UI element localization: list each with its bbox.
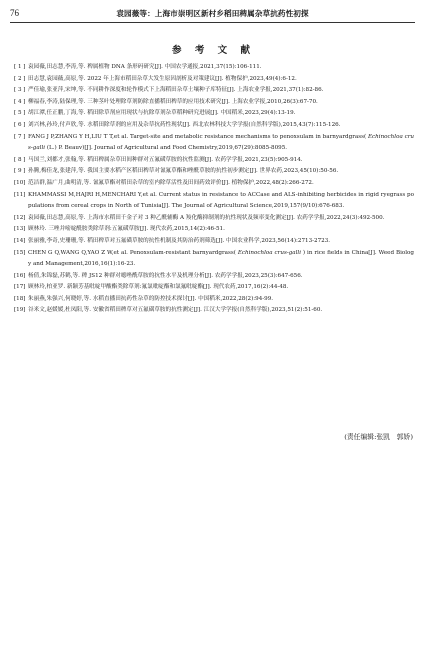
reference-item — [14, 85, 414, 97]
page-number: 76 — [10, 8, 19, 18]
reference-number: [15] — [14, 249, 26, 256]
reference-item — [14, 282, 414, 294]
reference-text: 袁园薇,田志慧,李涛,等. 稗属植物 DNA 条形码研究[J]. 中国农学通报,2021,37(15):106-111. — [28, 64, 262, 70]
reference-item — [14, 97, 414, 109]
reference-number: [ 2 ] — [14, 75, 26, 82]
reference-item — [14, 120, 414, 132]
header-rule — [10, 22, 415, 23]
reference-number: [ 3 ] — [14, 87, 26, 94]
reference-number: [13] — [14, 226, 26, 233]
reference-number: [ 8 ] — [14, 156, 26, 163]
reference-number: [ 7 ] — [14, 133, 26, 140]
reference-text: 胡江潭,任正鹏,丁海,等. 稻田除草剂应用现状与抗除草剂杂草稻种研究进展[J]. 中国稻米,2023,29(4):13-19. — [28, 110, 296, 117]
reference-item — [14, 166, 414, 178]
reference-number: [12] — [14, 214, 26, 221]
reference-text: 袁园薇,田志慧,高原,等. 上海市水稻田千金子对 3 种乙酰辅酶 A 羧化酶抑制剂的抗性现状及频率变化测定[J]. 农药学学报,2022,24(3):492-500. — [28, 214, 385, 221]
reference-text: 孙腾,梅佳龙,张建萍,等. 我国主要水稻产区稻田稗草对氰氟草酯和唑酰草胺的抗性初步测定[J]. 世界农药,2023,45(10):50-56. — [28, 168, 339, 175]
references-heading: 参 考 文 献 — [172, 45, 255, 56]
reference-number: [16] — [14, 272, 26, 279]
reference-item — [14, 236, 414, 248]
reference-item — [14, 62, 414, 74]
reference-number: [ 9 ] — [14, 168, 26, 175]
reference-text: FANG J P,ZHANG Y H,LIU T T,et al. Target-site and metabolic resistance mechanisms to penoxsulam in barnyardgrass( Echinochloa crus-galli (L.) P. Beauv)[J]. Journal of Agricultural and Food Chemistry,2019,67(29):8085-8095. — [28, 133, 415, 152]
reference-text: 朱丽燕,朱强兴,何晓婷,等. 水稻直播田抗药性杂草的防控技术探讨[J]. 中国稻米,2022,28(2):94-99. — [28, 295, 274, 302]
reference-number: [18] — [14, 295, 26, 302]
reference-text: 杨倩,朱锦磊,苏鹤,等. 稗 JS12 种群对噁唑酰草胺的抗性水平及机理分析[J]. 农药学学报,2023,25(3):647-656. — [28, 272, 303, 279]
reference-text: CHEN G Q,WANG Q,YAO Z W,et al. Penoxsulam-resistant barnyardgrass( Echinochloa crus-galli ) in rice fields in China[J]. Weed Biology and Management,2016,16(1):16-23. — [28, 249, 414, 268]
reference-item — [14, 155, 414, 167]
reference-text: 刘兴林,孙玲,付声欣,等. 水稻田除草剂的应用及杂草抗药性现状[J]. 西北农林科技大学学报(自然科学版),2015,43(7):115-126. — [28, 121, 341, 128]
reference-item — [14, 74, 414, 86]
reference-text: 严佳瑜,张亚萍,宋坤,等. 不同耕作深度和轮作模式下上海稻田杂草土壤种子库特征[J]. 上海农业学报,2021,37(1):82-86. — [28, 87, 324, 94]
reference-number: [10] — [14, 179, 26, 186]
reference-text: 马国兰,刘都才,张翰,等. 稻田稗属杂草田间种群对五氟磺草胺的抗性监测[J]. 农药学学报,2021,23(5):905-914. — [28, 156, 303, 163]
reference-text: 顾林玲,柏亚罗. 新颖芳基吡啶甲酸酯类除草剂:氟氯吡啶酯和氯氟吡啶酯[J]. 现代农药,2017,16(2):44-48. — [28, 284, 289, 291]
reference-item — [14, 271, 414, 283]
reference-number: [17] — [14, 284, 26, 291]
reference-item — [14, 132, 414, 155]
reference-number: [ 6 ] — [14, 121, 26, 128]
reference-item — [14, 294, 414, 306]
reference-text: 谷米文,赵媛媛,杜凤阳,等. 安徽省稻田稗草对五氟磺草胺的抗性测定[J]. 江汉大学学报(自然科学版),2023,51(2):51-60. — [28, 307, 323, 314]
reference-number: [19] — [14, 307, 26, 314]
species-name: Echinochloa crus-galli — [28, 133, 415, 152]
reference-text: 顾林玲. 三唑并嘧啶酰胺类除草剂:五氟磺草胺[J]. 现代农药,2015,14(2):46-51. — [28, 226, 225, 233]
species-name: Echinochloa crus-galli — [237, 249, 302, 256]
reference-number: [ 1 ] — [14, 64, 26, 70]
reference-text: 范洁群,温广月,曲明清,等. 氰氟草酯对稻田杂草的室内除草活性及田间药效评价[J]. 植物保护,2022,48(2):266-272. — [28, 179, 314, 186]
reference-number: [ 5 ] — [14, 110, 26, 117]
reference-number: [ 4 ] — [14, 98, 26, 105]
reference-item — [14, 213, 414, 225]
reference-item — [14, 305, 414, 317]
editor-note: (责任编辑:张凯 郭娇) — [344, 433, 413, 441]
reference-item — [14, 190, 414, 213]
reference-item — [14, 108, 414, 120]
reference-text: 田志慧,袁园薇,高原,等. 2022 年上海市稻田杂草大发生原因剖析及对策建议[J]. 植物保护,2023,49(4):6-12. — [28, 75, 297, 82]
reference-text: KHAMMASSI M,HAJRI H,MENCHARI Y,et al. Current status in resistance to ACCase and ALS-inhibiting herbicides in rigid ryegrass populations from cereal crops in North of Tunisia[J]. The Journal of Agricultural Science,2019,157(9/10):676-683. — [28, 191, 414, 210]
running-title: 袁园薇等：上海市崇明区新村乡稻田稗属杂草抗药性初探 — [116, 9, 309, 18]
reference-number: [14] — [14, 237, 26, 244]
reference-text: 张丽雅,李奇,史珊珊,等. 稻田稗草对五氟磺草胺的抗性机制及其防治药剂筛选[J]. 中国农业科学,2023,56(14):2713-2723. — [28, 237, 331, 244]
reference-number: [11] — [14, 191, 26, 198]
reference-item — [14, 178, 414, 190]
reference-list — [14, 62, 414, 317]
reference-text: 柳福春,李涛,陆保理,等. 三种茎叶处理除草剂防除直播稻田稗草的应用技术研究[J]. 上海农业学报,2010,26(3):67-70. — [28, 98, 318, 105]
reference-item — [14, 248, 414, 271]
reference-item — [14, 224, 414, 236]
